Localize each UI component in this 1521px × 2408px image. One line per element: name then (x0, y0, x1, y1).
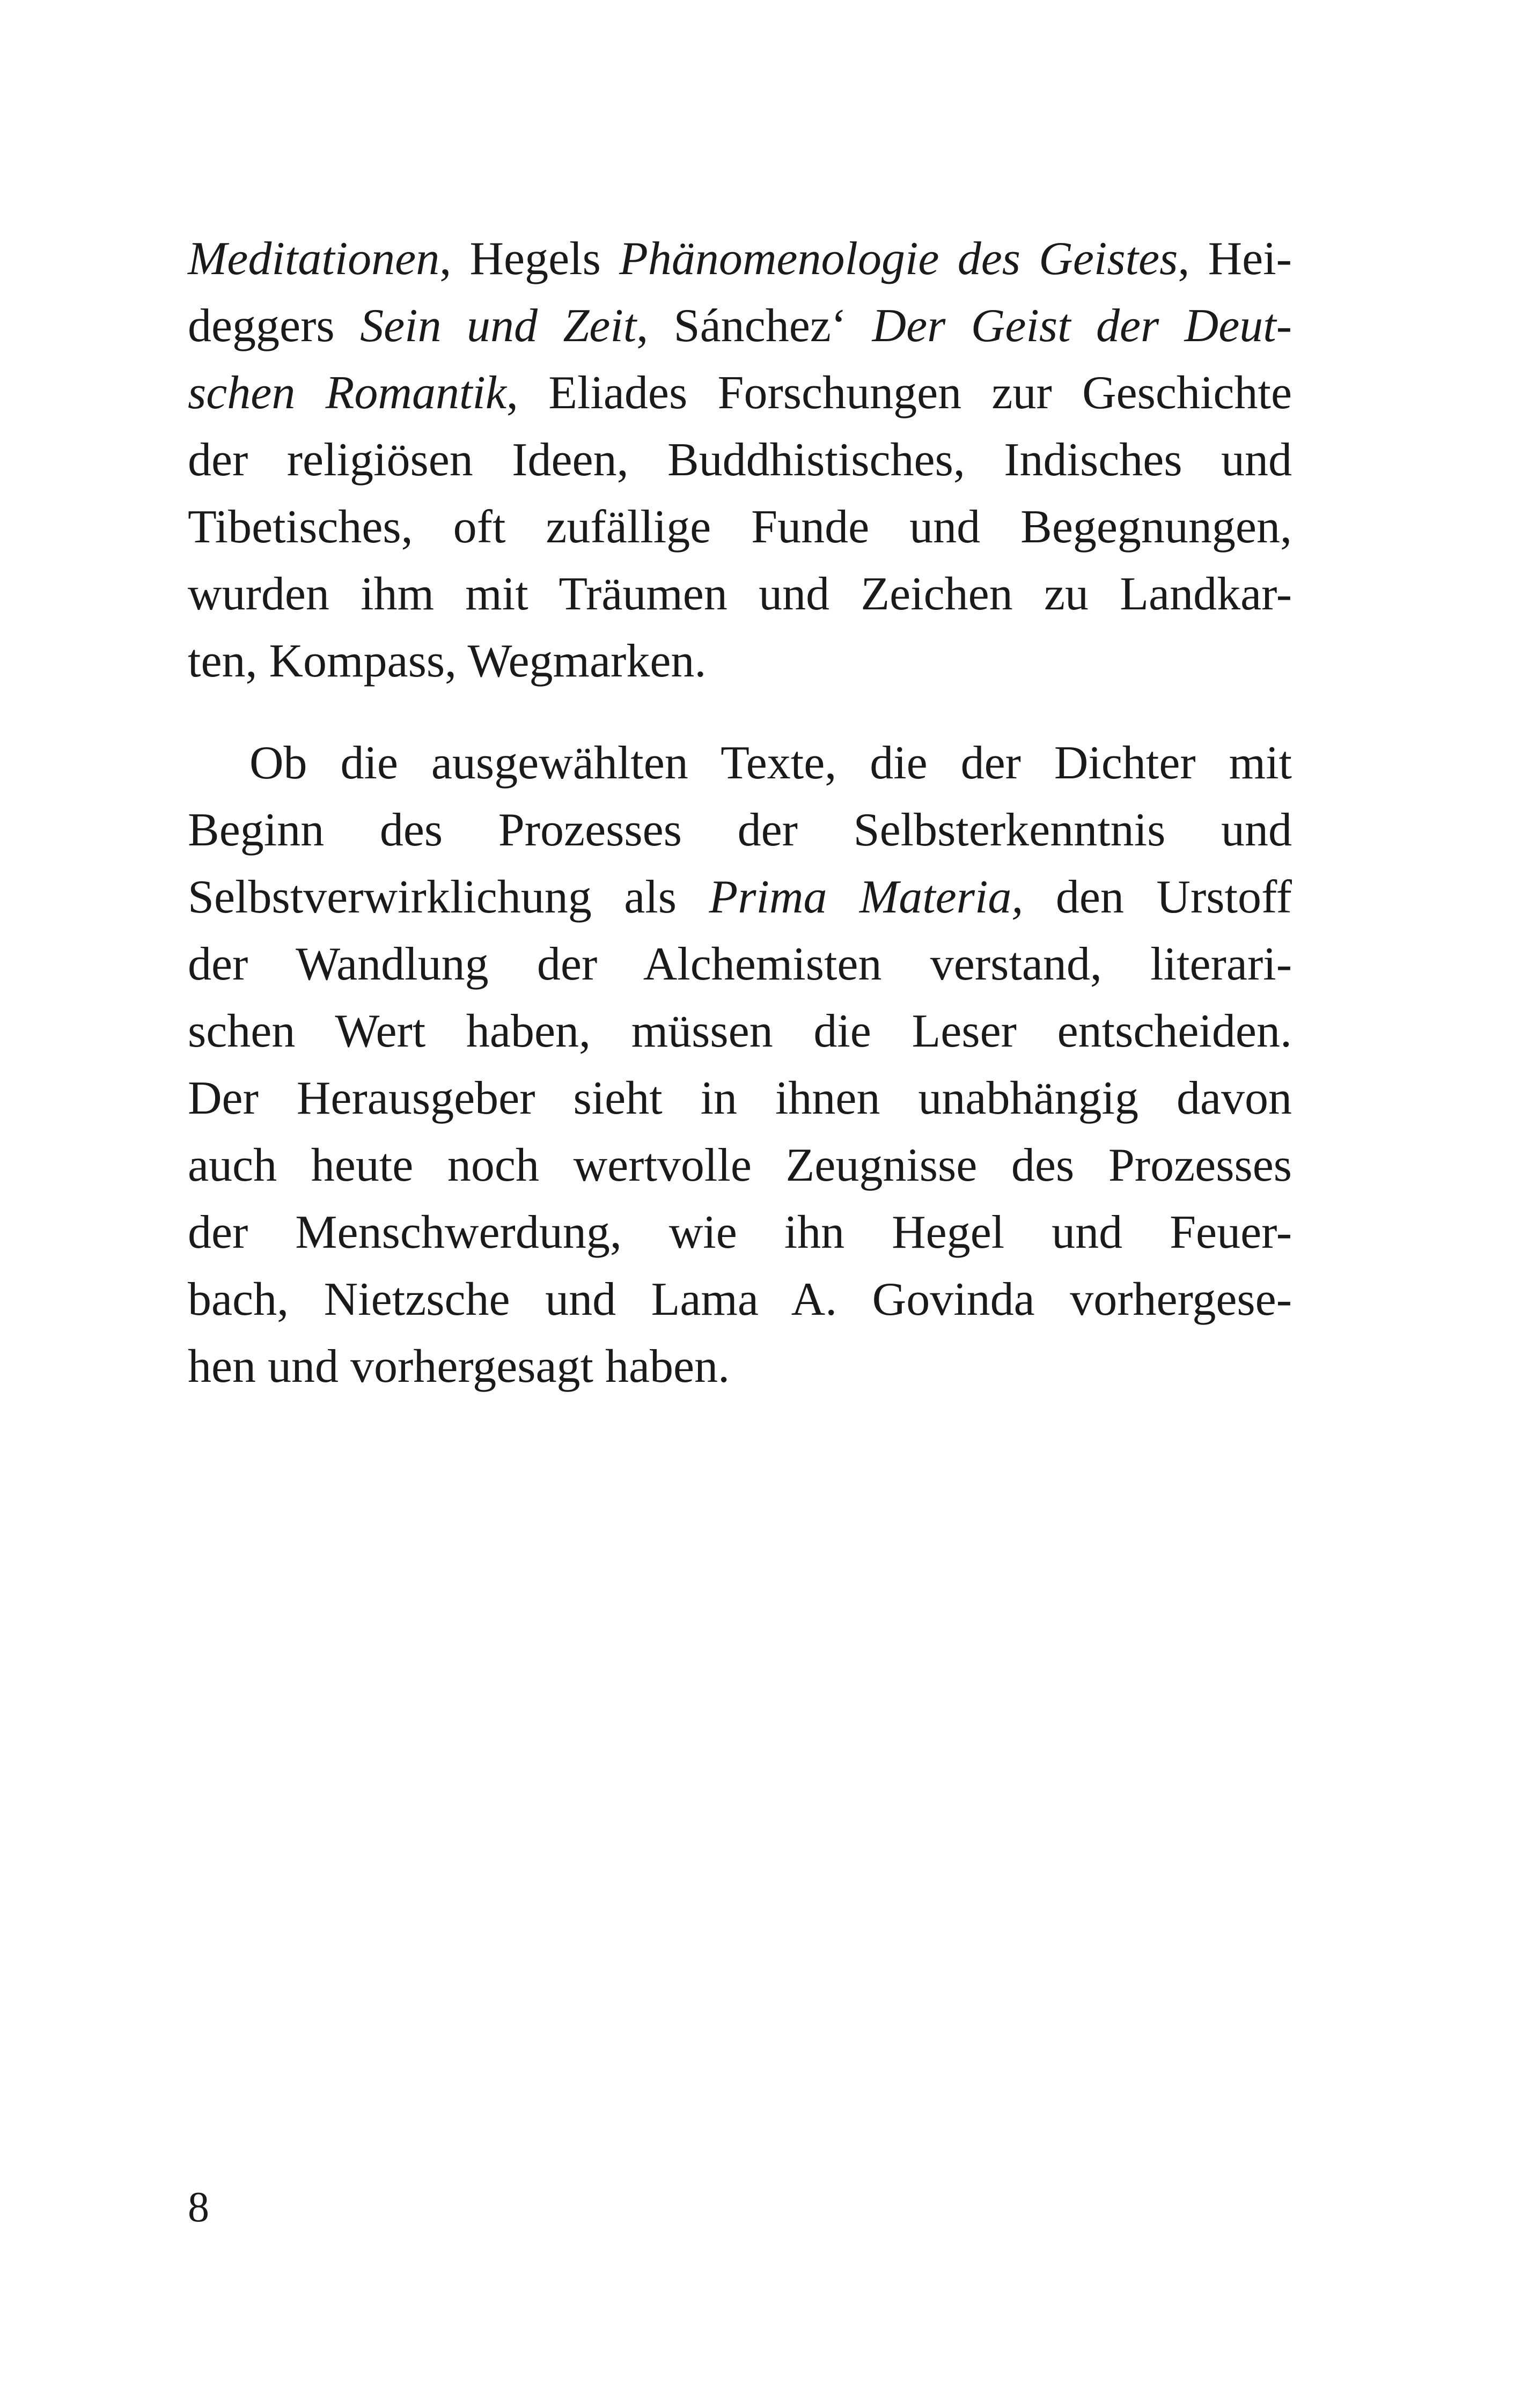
text-segment: der Wandlung der Alchemisten verstand, literari- (188, 938, 1292, 990)
text-line (188, 292, 1292, 359)
text-segment: Der Herausgeber sieht in ihnen unabhängig davon (188, 1072, 1292, 1124)
text-line (188, 1132, 1292, 1199)
text-segment: schen Wert haben, müssen die Leser entscheiden. (188, 1005, 1292, 1057)
text-line (188, 797, 1292, 864)
text-segment: , Sánchez‘ (636, 300, 872, 352)
page-number: 8 (188, 2184, 209, 2231)
italic-title: schen Romantik (188, 367, 506, 419)
paragraph (188, 730, 1292, 1400)
text-segment: deggers (188, 300, 361, 352)
text-segment: , Hei- (1178, 233, 1292, 285)
italic-title: Der Geist der Deut- (872, 300, 1292, 352)
text-line (188, 864, 1292, 931)
text-segment: Ob die ausgewählten Texte, die der Dichter mit (249, 737, 1292, 789)
text-segment: der Menschwerdung, wie ihn Hegel und Feuer- (188, 1206, 1292, 1258)
text-segment: Tibetisches, oft zufällige Funde und Begegnungen, (188, 501, 1292, 553)
text-segment: Selbstverwirklichung als (188, 871, 709, 923)
text-line (188, 998, 1292, 1065)
text-line (188, 1266, 1292, 1333)
italic-title: Phänomenologie des Geistes (619, 233, 1178, 285)
text-segment: , Eliades Forschungen zur Geschichte (506, 367, 1292, 419)
text-line (188, 561, 1292, 628)
text-line (188, 494, 1292, 561)
text-line (188, 628, 1292, 695)
text-segment: wurden ihm mit Träumen und Zeichen zu Landkar- (188, 568, 1292, 620)
text-line (188, 359, 1292, 426)
text-segment: hen und vorhergesagt haben. (188, 1341, 730, 1393)
text-line (188, 1333, 1292, 1400)
text-line (188, 426, 1292, 494)
italic-title: Sein und Zeit (360, 300, 637, 352)
text-segment: der religiösen Ideen, Buddhistisches, Indisches und (188, 434, 1292, 486)
text-segment: Beginn des Prozesses der Selbsterkenntnis und (188, 804, 1292, 856)
text-segment: , Hegels (439, 233, 620, 285)
body-text (188, 225, 1292, 1400)
italic-title: Prima Materia, (709, 871, 1024, 923)
text-segment: auch heute noch wertvolle Zeugnisse des Prozesses (188, 1139, 1292, 1191)
text-line (188, 1199, 1292, 1266)
text-line (188, 730, 1292, 797)
text-segment: bach, Nietzsche und Lama A. Govinda vorhergese- (188, 1273, 1292, 1325)
text-line (188, 931, 1292, 998)
text-line (188, 1065, 1292, 1132)
paragraph (188, 225, 1292, 695)
text-segment: den Urstoff (1023, 871, 1292, 923)
text-line (188, 225, 1292, 292)
text-segment: ten, Kompass, Wegmarken. (188, 635, 707, 687)
italic-title: Meditationen (188, 233, 440, 285)
